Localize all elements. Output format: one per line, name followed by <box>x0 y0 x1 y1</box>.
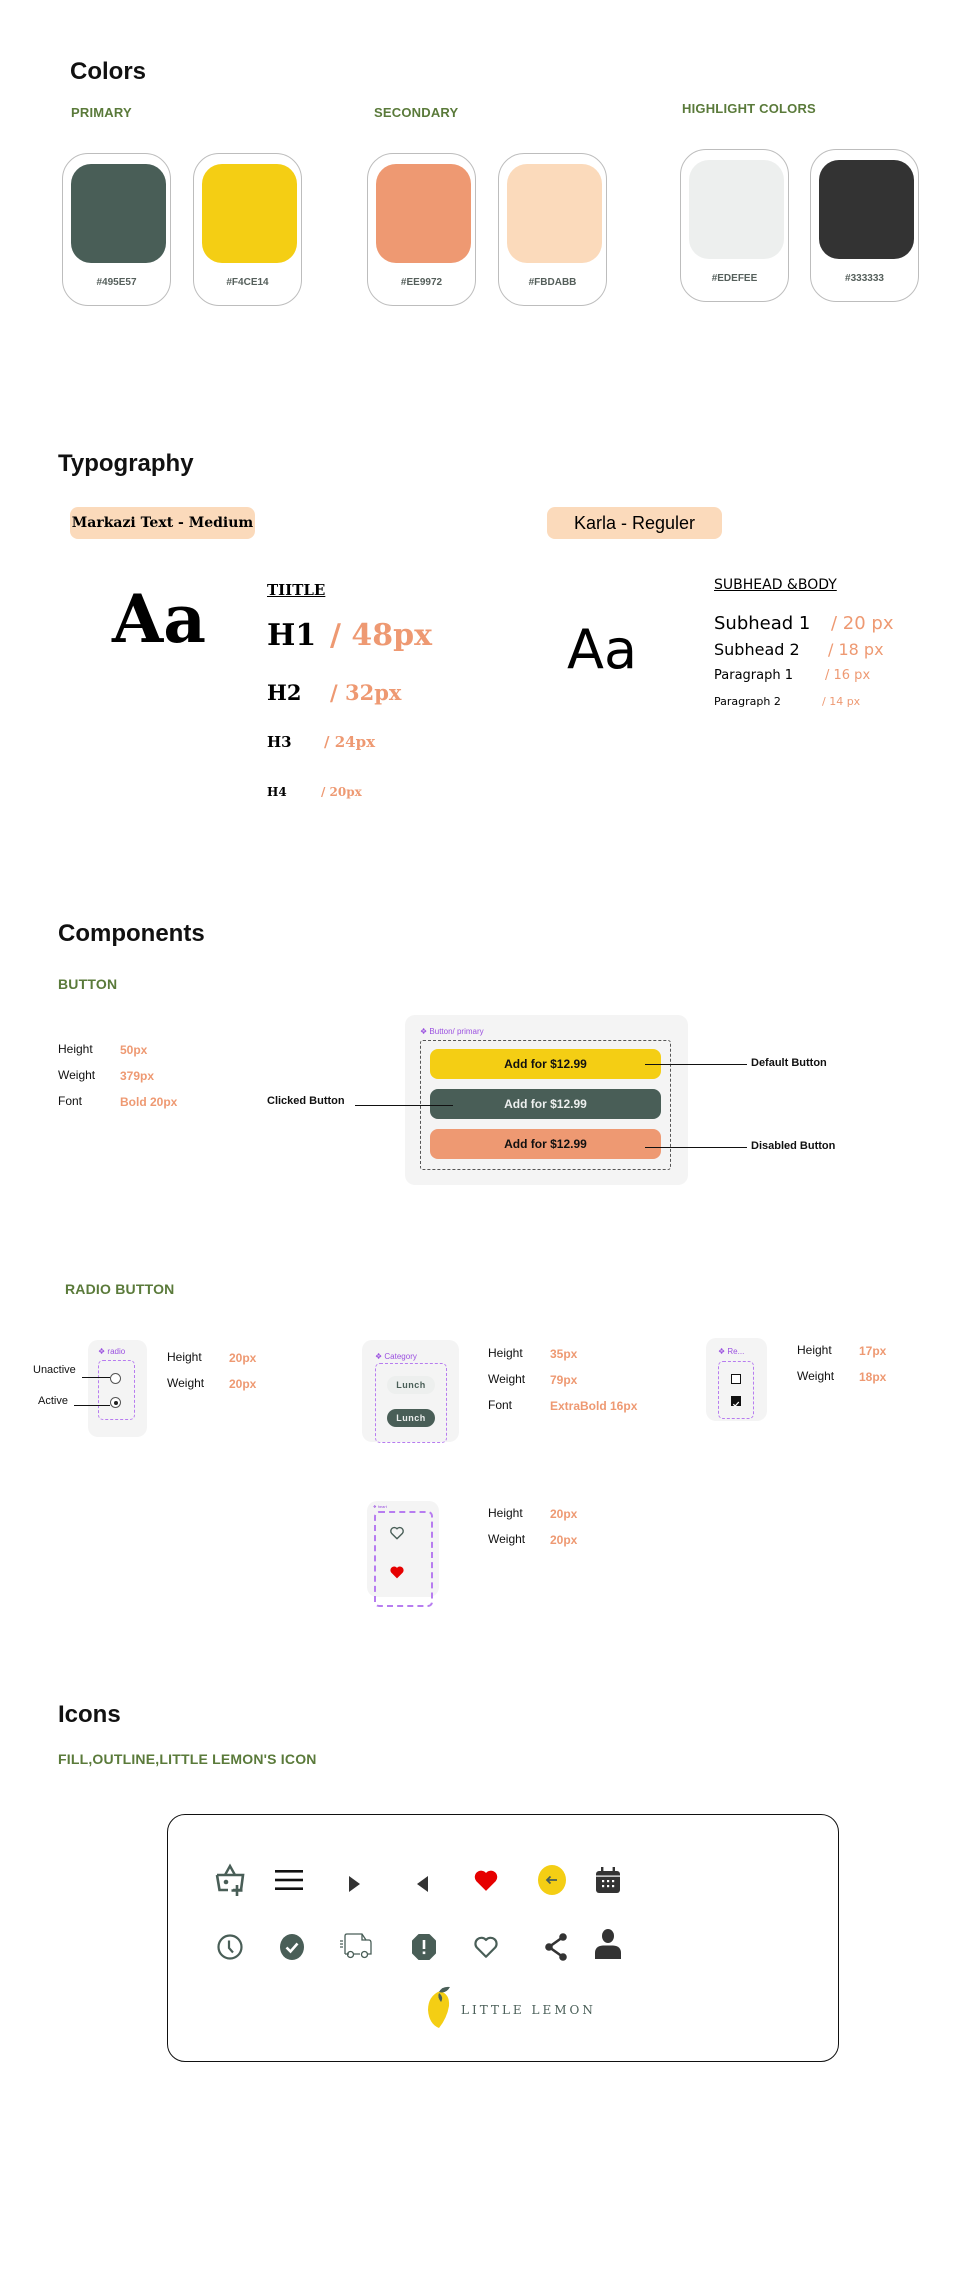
icons-title: Icons <box>58 1701 121 1728</box>
unactive-callout: Unactive <box>33 1364 76 1376</box>
default-button-callout: Default Button <box>751 1057 827 1069</box>
h4-label: H4 <box>267 785 287 799</box>
paragraph2-size: / 14 px <box>822 695 861 708</box>
basket-add-icon <box>214 1864 246 1896</box>
spec-label: Font <box>58 1094 83 1108</box>
spec-value: 18px <box>859 1370 887 1384</box>
component-tag <box>373 1504 387 1509</box>
spec-label: Height <box>167 1350 202 1364</box>
spec-value: 35px <box>550 1347 578 1361</box>
component-icon: ❖ <box>718 1347 728 1356</box>
paragraph1-size: / 16 px <box>825 668 871 683</box>
spec-label: Weight <box>58 1068 96 1082</box>
component-tag-label: radio <box>107 1347 126 1356</box>
h3-label: H3 <box>267 733 292 751</box>
spec-label: Height <box>58 1042 93 1056</box>
color-hex: #EE9972 <box>400 277 443 288</box>
h1-size: / 48px <box>330 618 433 653</box>
radio-dot <box>114 1401 118 1405</box>
paragraph2-label: Paragraph 2 <box>714 695 781 708</box>
callout-line <box>645 1064 747 1065</box>
typography-title: Typography <box>58 450 194 477</box>
check-circle-icon <box>276 1931 308 1963</box>
clock-icon <box>214 1931 246 1963</box>
color-card-primary-2 <box>193 153 302 306</box>
h3-size: / 24px <box>324 733 376 751</box>
h2-size: / 32px <box>330 680 402 705</box>
spec-label: Height <box>488 1346 523 1360</box>
color-hex: #333333 <box>845 273 884 284</box>
serif-font-pill: Markazi Text - Medium <box>70 507 255 539</box>
component-tag-label: Re... <box>727 1347 745 1356</box>
h1-label: H1 <box>267 618 317 653</box>
h2-label: H2 <box>267 680 302 705</box>
heart-filled-icon <box>470 1864 502 1896</box>
clicked-button-callout: Clicked Button <box>267 1095 345 1107</box>
primary-label: PRIMARY <box>71 105 132 120</box>
component-frame <box>98 1360 135 1420</box>
paragraph1-label: Paragraph 1 <box>714 668 793 683</box>
color-swatch <box>71 164 166 263</box>
serif-sample: Aa <box>112 580 206 658</box>
heart-outline-icon <box>389 1526 405 1540</box>
color-card-highlight-1 <box>680 149 789 302</box>
callout-line <box>355 1105 453 1106</box>
logo-text: LITTLE LEMON <box>461 2003 596 2017</box>
spec-value: 79px <box>550 1373 578 1387</box>
spec-value: 20px <box>550 1507 578 1521</box>
component-frame <box>375 1363 447 1443</box>
subhead2-size: / 18 px <box>828 640 884 659</box>
color-card-secondary-1 <box>367 153 476 306</box>
icons-panel <box>167 1814 839 2062</box>
subhead2-label: Subhead 2 <box>714 640 800 659</box>
color-swatch <box>507 164 602 263</box>
subhead1-label: Subhead 1 <box>714 613 811 634</box>
spec-value: 17px <box>859 1344 887 1358</box>
delivery-truck-icon <box>336 1928 376 1964</box>
back-arrow-circle-icon <box>536 1864 568 1896</box>
component-icon: ❖ <box>420 1027 430 1036</box>
component-tag <box>718 1347 744 1356</box>
component-tag <box>375 1352 417 1361</box>
heart-outline-toggle[interactable] <box>387 1523 407 1543</box>
heart-filled-toggle[interactable] <box>387 1562 407 1582</box>
component-tag <box>420 1027 484 1036</box>
spec-value: 379px <box>120 1069 155 1083</box>
spec-value: ExtraBold 16px <box>550 1399 638 1413</box>
component-frame <box>718 1361 754 1419</box>
subhead1-size: / 20 px <box>831 613 894 634</box>
category-chip-active[interactable]: Lunch <box>387 1409 435 1427</box>
sans-sample: Aa <box>567 618 638 681</box>
spec-value: 50px <box>120 1043 148 1057</box>
radio-section-label: RADIO BUTTON <box>65 1281 175 1297</box>
checkbox-unchecked[interactable] <box>731 1374 741 1384</box>
category-chip-default[interactable]: Lunch <box>387 1376 435 1394</box>
checkbox-checked[interactable] <box>731 1396 741 1406</box>
spec-value: Bold 20px <box>120 1095 178 1109</box>
color-card-secondary-2 <box>498 153 607 306</box>
colors-title: Colors <box>70 58 147 85</box>
color-hex: #F4CE14 <box>226 277 269 288</box>
color-hex: #495E57 <box>96 277 137 288</box>
color-card-primary-1 <box>62 153 171 306</box>
component-tag <box>98 1347 125 1356</box>
spec-label: Font <box>488 1398 513 1412</box>
sans-font-pill: Karla - Reguler <box>547 507 722 539</box>
clicked-button[interactable]: Add for $12.99 <box>430 1089 661 1119</box>
user-icon <box>592 1928 624 1960</box>
spec-label: Height <box>488 1506 523 1520</box>
component-tag-label: Button/ primary <box>429 1027 484 1036</box>
color-swatch <box>689 160 784 259</box>
color-swatch <box>376 164 471 263</box>
play-left-icon <box>407 1868 439 1900</box>
color-card-highlight-2 <box>810 149 919 302</box>
alert-octagon-icon <box>408 1931 440 1963</box>
heart-filled-icon <box>389 1565 405 1579</box>
color-hex: #EDEFEE <box>711 273 758 284</box>
spec-label: Height <box>797 1343 832 1357</box>
disabled-button-callout: Disabled Button <box>751 1140 836 1152</box>
color-swatch <box>819 160 914 259</box>
component-icon: ❖ <box>98 1347 108 1356</box>
callout-line <box>645 1147 747 1148</box>
default-button[interactable]: Add for $12.99 <box>430 1049 661 1079</box>
components-title: Components <box>58 920 205 947</box>
radio-active[interactable] <box>110 1397 121 1408</box>
radio-unactive[interactable] <box>110 1373 121 1384</box>
calendar-icon <box>592 1864 624 1896</box>
active-callout: Active <box>38 1395 68 1407</box>
component-tag-label: heart <box>377 1504 387 1509</box>
sans-heading: SUBHEAD &BODY <box>714 577 837 593</box>
callout-line <box>74 1405 110 1406</box>
spec-value: 20px <box>229 1351 257 1365</box>
disabled-button[interactable]: Add for $12.99 <box>430 1129 661 1159</box>
spec-label: Weight <box>488 1372 526 1386</box>
button-section-label: BUTTON <box>58 976 118 992</box>
menu-icon <box>273 1864 305 1896</box>
check-mark-icon <box>731 1399 741 1409</box>
component-tag-label: Category <box>384 1352 417 1361</box>
component-icon: ❖ <box>375 1352 385 1361</box>
spec-value: 20px <box>550 1533 578 1547</box>
highlight-label: HIGHLIGHT COLORS <box>682 101 816 116</box>
h4-size: / 20px <box>321 785 362 799</box>
component-icon: ❖ <box>373 1504 378 1509</box>
secondary-label: SECONDARY <box>374 105 459 120</box>
heart-outline-icon <box>470 1931 502 1963</box>
serif-heading: TIITLE <box>267 581 326 599</box>
spec-value: 20px <box>229 1377 257 1391</box>
lemon-logo-icon <box>426 1986 456 2030</box>
share-icon <box>540 1931 572 1963</box>
play-right-icon <box>338 1868 370 1900</box>
color-hex: #FBDABB <box>528 277 577 288</box>
spec-label: Weight <box>797 1369 835 1383</box>
spec-label: Weight <box>167 1376 205 1390</box>
callout-line <box>82 1377 110 1378</box>
spec-label: Weight <box>488 1532 526 1546</box>
icons-subtitle: FILL,OUTLINE,LITTLE LEMON'S ICON <box>58 1751 317 1767</box>
color-swatch <box>202 164 297 263</box>
